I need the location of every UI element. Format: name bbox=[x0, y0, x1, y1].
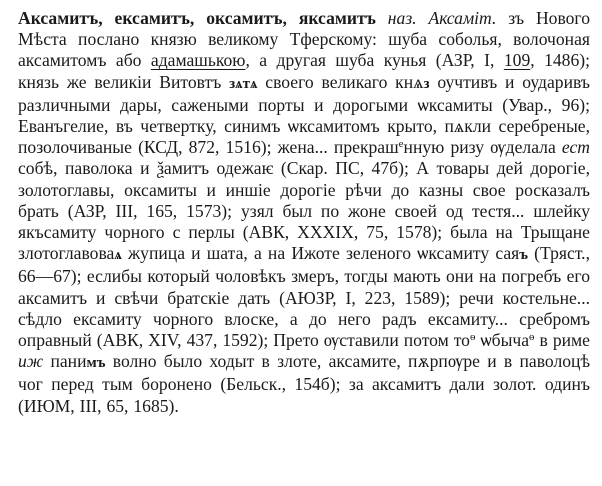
entry-text-segment: (Тряст., 66—67); еслибы который чоловѣкъ змеръ, тогды мають они на погребъ его аксамитъ и свѣчи братскiе дать (АЮЗР, I, 223, 1589); речи костельне... сѣдло ексамиту чорного влоске, а до него радъ ексамиту... сребромъ оправный (АВК, XIV, 437, 1592); Прето ѹставили потом то bbox=[18, 243, 590, 351]
entry-text-segment: ъ bbox=[519, 247, 529, 264]
entry-text-segment: волно было ходыт в злоте, аксамите, пѫрпѹре и в паволоцѣ чог перед тым боронено (Бельск., 154б); за аксамитъ дали золот. одинъ (ИЮМ, III, 65, 1685). bbox=[18, 351, 590, 416]
entry-text-segment: своего великаго кнѧ bbox=[257, 71, 424, 92]
entry-text-segment: иж bbox=[18, 351, 44, 372]
entry-lemma-reference: наз. Аксамiт. bbox=[387, 8, 497, 28]
entry-body bbox=[18, 8, 590, 416]
entry-text-segment: ѡбыча bbox=[475, 330, 530, 351]
entry-text-segment: тѧ bbox=[242, 75, 258, 92]
entry-text-segment: пани bbox=[43, 351, 87, 372]
entry-text-segment: ѳ bbox=[529, 331, 535, 344]
entry-text-segment: ѳ bbox=[469, 331, 476, 344]
entry-text-segment: в риме bbox=[534, 330, 590, 351]
entry-text-segment: , а другая шуба кунья (АЗР, I, bbox=[245, 50, 504, 71]
entry-text-segment: е bbox=[398, 138, 404, 151]
entry-text-segment: зъ Нового Мѣста послано князю великому Тферскому: шуба соболья, волочоная аксамитомъ або bbox=[18, 8, 590, 71]
entry-text-segment: ѧ bbox=[114, 247, 122, 264]
entry-text-segment: собѣ, паволока и ѯамитъ одежаѥ (Скар. ПС, 47б); А товары дей дорогiе, золотоглавы, оксамиты и иншiе дорогiе рѣчи до казны свое росказалъ брать (АЗР, III, 165, 1573); узял был по жоне своей од тестя... шлейку якъсамиту чорного с перлы (АВК, XXXIX, 75, 1578); была на Трыщане злотоглавова bbox=[18, 158, 590, 264]
entry-headword: Аксамитъ, ексамитъ, оксамитъ, яксамитъ bbox=[18, 8, 376, 28]
entry-text-segment: ест bbox=[561, 137, 590, 158]
entry-text-segment: жупица и шата, а на Ижоте зеленого ѡксамиту сая bbox=[121, 243, 520, 264]
entry-text-segment: мъ bbox=[86, 355, 106, 372]
entry-text-segment: нную ризу ѹделала bbox=[403, 137, 562, 158]
dictionary-entry bbox=[18, 8, 590, 417]
entry-text-segment: , 1486); князь же великiи Витовтъ bbox=[18, 50, 591, 92]
entry-text-segment: зѧ bbox=[229, 75, 243, 92]
entry-text-segment: з bbox=[423, 75, 430, 92]
entry-text-segment: 109 bbox=[503, 50, 531, 71]
entry-text-segment: адамашькою bbox=[150, 50, 246, 71]
entry-text-segment: оучтивъ и оударивъ различными дары, сажеными порты и дорогыми ѡксамиты (Увар., 96); Еванъгелие, въ четвертку, синимъ ѡксамитомъ крыто, пѧкли серебреные, позолочиваные (КСД, 872, 1516); жена... прекраш bbox=[18, 71, 590, 158]
